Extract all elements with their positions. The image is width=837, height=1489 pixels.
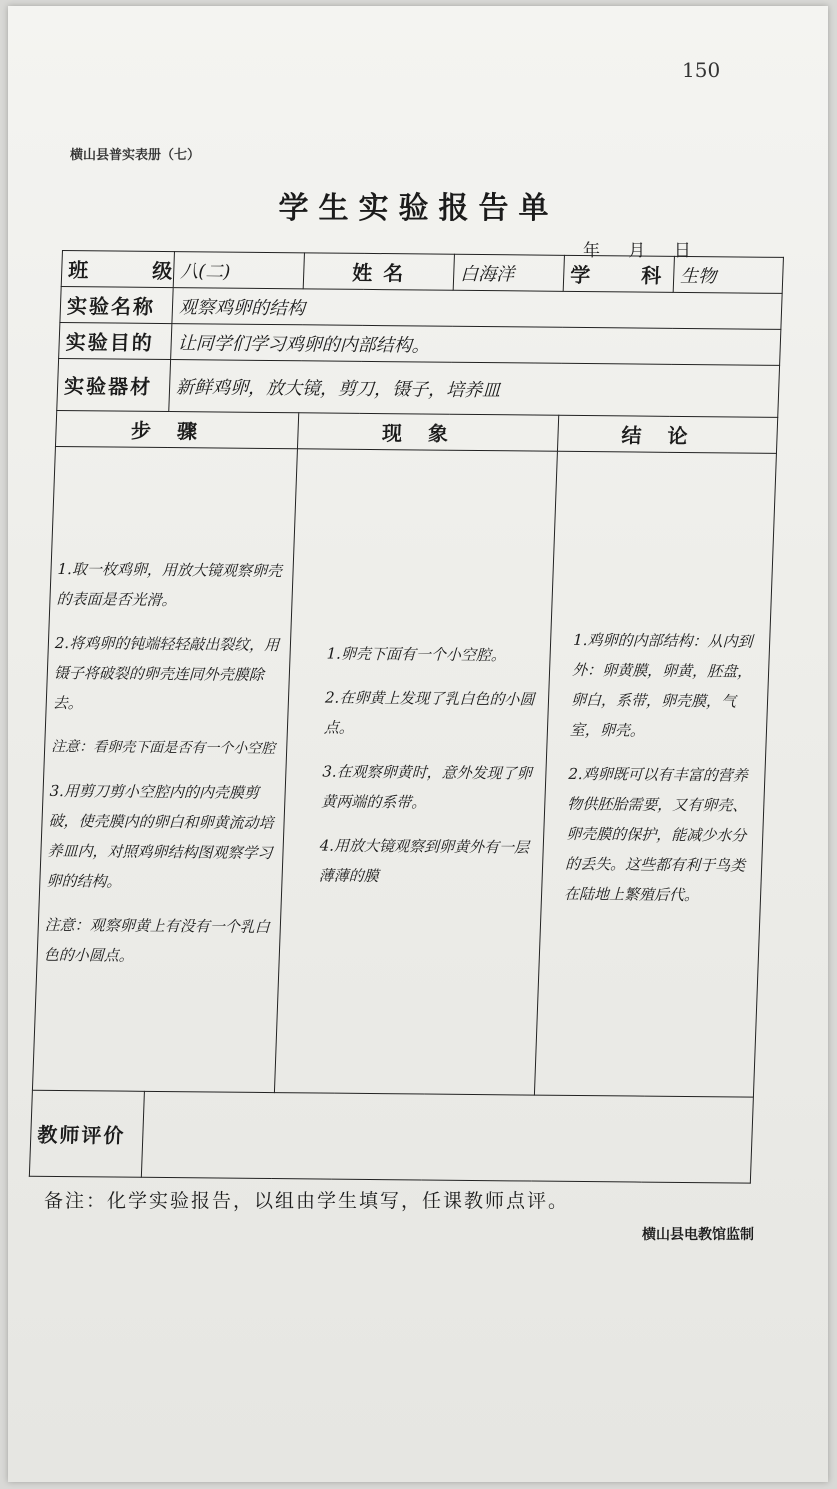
experiment-equipment-row: [57, 359, 780, 418]
subject-value[interactable]: 生物: [673, 256, 783, 293]
experiment-equipment-label: 实验器材: [57, 359, 171, 412]
name-label: 姓 名: [303, 253, 454, 290]
year-label: 年: [583, 241, 602, 261]
experiment-name-label: 实验名称: [60, 287, 173, 324]
conclusion-item: 1.鸡卵的内部结构：从内到外：卵黄膜，卵黄，胚盘，卵白，系带，卵壳膜，气室，卵壳。: [569, 630, 753, 740]
page-title: 学生实验报告单: [278, 191, 559, 226]
teacher-eval-label: 教师评价: [29, 1090, 144, 1177]
phenomenon-item: 4.用放大镜观察到卵黄外有一层薄薄的膜: [318, 836, 530, 885]
steps-cell[interactable]: [32, 447, 297, 1093]
steps-header: 步骤: [55, 411, 298, 449]
teacher-eval-value[interactable]: [141, 1091, 753, 1183]
phenomenon-item: 2.在卵黄上发现了乳白色的小圆点。: [323, 688, 535, 737]
conclusion-cell[interactable]: [534, 451, 776, 1097]
step-item: 2.将鸡卵的钝端轻轻敲出裂纹，用镊子将破裂的卵壳连同外壳膜除去。: [52, 633, 280, 712]
class-value[interactable]: 八(二): [173, 252, 304, 289]
experiment-purpose-label: 实验目的: [59, 323, 172, 360]
phenomenon-item: 3.在观察卵黄时，意外发现了卵黄两端的系带。: [321, 762, 533, 812]
experiment-purpose-value[interactable]: 让同学们学习鸡卵的内部结构。: [171, 324, 781, 366]
conclusion-item: 2.鸡卵既可以有丰富的营养物供胚胎需要，又有卵壳、卵壳膜的保护，能减少水分的丢失。这些都有利于鸟类在陆地上繁殖后代。: [563, 764, 749, 904]
conclusion-header: 结论: [557, 415, 777, 453]
experiment-equipment-value[interactable]: 新鲜鸡卵，放大镜，剪刀，镊子，培养皿: [169, 360, 780, 418]
step-note: 注意：观察卵黄上有没有一个乳白色的小圆点。: [43, 915, 271, 965]
content-row: [32, 447, 776, 1097]
step-note: 注意：看卵壳下面是否有一个小空腔: [50, 738, 276, 757]
series-label: 横山县普实表册（七）: [70, 148, 201, 163]
month-label: 月: [628, 241, 648, 261]
report-table: [29, 250, 784, 1184]
page-number-mark: 150: [682, 58, 721, 82]
remark-note: 备注：化学实验报告，以组由学生填写，任课教师点评。: [44, 1190, 570, 1212]
subject-label: 学 科: [563, 255, 674, 292]
step-item: 3.用剪刀剪小空腔内的内壳膜剪破，使壳膜内的卵白和卵黄流动培养皿内，对照鸡卵结构图观察学习卵的结构。: [46, 781, 274, 891]
supervisor-label: 横山县电教馆监制: [642, 1227, 754, 1243]
name-value[interactable]: 白海洋: [453, 254, 564, 291]
phenomena-cell[interactable]: [274, 449, 557, 1095]
phenomenon-item: 1.卵壳下面有一个小空腔。: [326, 644, 507, 664]
step-item: 1.取一枚鸡卵，用放大镜观察卵壳的表面是否光滑。: [56, 559, 283, 609]
phenomena-header: 现象: [297, 413, 558, 452]
experiment-name-value[interactable]: 观察鸡卵的结构: [172, 288, 782, 330]
day-label: 日: [673, 241, 693, 261]
teacher-row: [29, 1090, 753, 1183]
class-label: 班 级: [61, 251, 174, 288]
